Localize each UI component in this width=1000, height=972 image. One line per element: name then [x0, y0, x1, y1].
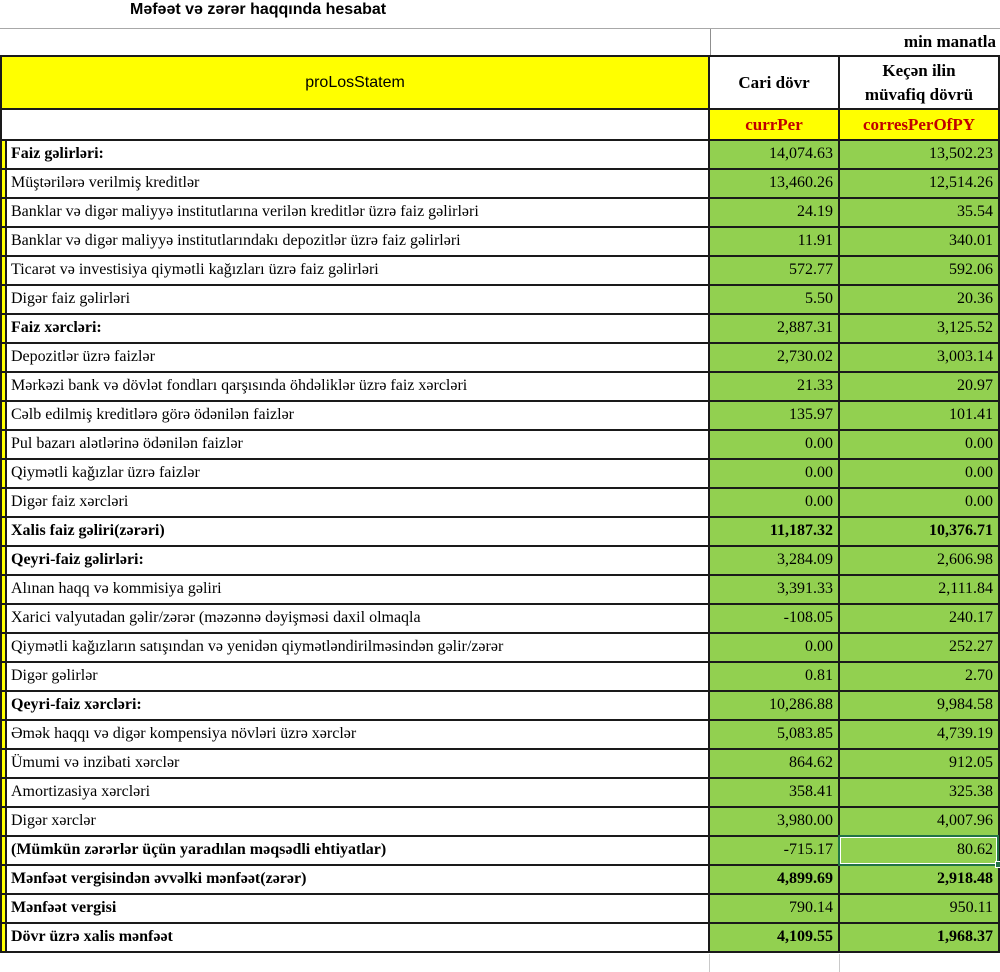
- current-period-header-cell[interactable]: Cari dövr: [710, 57, 840, 108]
- corresperofpy-value-cell[interactable]: 240.17: [840, 605, 998, 632]
- row-label-cell[interactable]: Əmək haqqı və digər kompensiya növləri üzrə xərclər: [7, 721, 710, 748]
- corresperofpy-value-cell[interactable]: 101.41: [840, 402, 998, 429]
- row-label-cell[interactable]: Mərkəzi bank və dövlət fondları qarşısında öhdəliklər üzrə faiz xərcləri: [7, 373, 710, 400]
- table-row: [2, 402, 998, 431]
- corresperofpy-value-cell[interactable]: 252.27: [840, 634, 998, 661]
- row-label-cell[interactable]: Banklar və digər maliyyə institutlarına verilən kreditlər üzrə faiz gəlirləri: [7, 199, 710, 226]
- corresperofpy-value-cell[interactable]: 4,007.96: [840, 808, 998, 835]
- code-header-row: [2, 110, 998, 141]
- currper-value-cell[interactable]: 3,391.33: [710, 576, 840, 603]
- corresperofpy-value-cell[interactable]: 2,111.84: [840, 576, 998, 603]
- currper-value-cell[interactable]: 4,899.69: [710, 866, 840, 893]
- gridline-below-col2: [839, 954, 840, 972]
- currper-value-cell[interactable]: 0.00: [710, 431, 840, 458]
- row-label-cell[interactable]: (Mümkün zərərlər üçün yaradılan məqsədli ehtiyatlar): [7, 837, 710, 864]
- currper-value-cell[interactable]: 4,109.55: [710, 924, 840, 951]
- table-body: [2, 141, 998, 953]
- row-label-cell[interactable]: Digər xərclər: [7, 808, 710, 835]
- corresperofpy-value-cell[interactable]: 35.54: [840, 199, 998, 226]
- table-row: [2, 170, 998, 199]
- table-row: [2, 750, 998, 779]
- table-row: [2, 315, 998, 344]
- row-label-cell[interactable]: Dövr üzrə xalis mənfəət: [7, 924, 710, 951]
- row-label-cell[interactable]: Xarici valyutadan gəlir/zərər (məzənnə dəyişməsi daxil olmaqla: [7, 605, 710, 632]
- currper-value-cell[interactable]: 864.62: [710, 750, 840, 777]
- corresperofpy-value-cell[interactable]: 0.00: [840, 431, 998, 458]
- currper-value-cell[interactable]: 3,284.09: [710, 547, 840, 574]
- currper-value-cell[interactable]: 21.33: [710, 373, 840, 400]
- table-row: [2, 837, 998, 866]
- corresperofpy-value-cell[interactable]: 325.38: [840, 779, 998, 806]
- table-row: [2, 373, 998, 402]
- row-label-cell[interactable]: Banklar və digər maliyyə institutlarındakı depozitlər üzrə faiz gəlirləri: [7, 228, 710, 255]
- corresperofpy-value-cell[interactable]: 2,918.48: [840, 866, 998, 893]
- currper-value-cell[interactable]: 790.14: [710, 895, 840, 922]
- currper-code-cell[interactable]: currPer: [710, 110, 840, 139]
- row-label-cell[interactable]: Faiz gəlirləri:: [7, 141, 710, 168]
- row-label-cell[interactable]: Digər gəlirlər: [7, 663, 710, 690]
- corresperofpy-value-cell[interactable]: 912.05: [840, 750, 998, 777]
- report-title: Məfəət və zərər haqqında hesabat: [130, 1, 387, 18]
- row-label-cell[interactable]: Qeyri-faiz xərcləri:: [7, 692, 710, 719]
- currper-value-cell[interactable]: 572.77: [710, 257, 840, 284]
- corresperofpy-value-cell[interactable]: 80.62: [840, 837, 998, 864]
- corresperofpy-value-cell[interactable]: 12,514.26: [840, 170, 998, 197]
- selected-cell-border: [838, 835, 999, 866]
- table-row: [2, 518, 998, 547]
- table-row: [2, 866, 998, 895]
- corresperofpy-value-cell[interactable]: 340.01: [840, 228, 998, 255]
- currper-value-cell[interactable]: 0.00: [710, 489, 840, 516]
- prior-period-header-line1: Keçən ilin: [882, 60, 956, 80]
- row-label-cell[interactable]: Qiymətli kağızlar üzrə faizlər: [7, 460, 710, 487]
- currper-value-cell[interactable]: 14,074.63: [710, 141, 840, 168]
- corresperofpy-value-cell[interactable]: 0.00: [840, 460, 998, 487]
- corresperofpy-value-cell[interactable]: 2,606.98: [840, 547, 998, 574]
- table-row: [2, 576, 998, 605]
- empty-code-cell[interactable]: [2, 110, 710, 139]
- table-row: [2, 489, 998, 518]
- table-row: [2, 924, 998, 953]
- row-label-cell[interactable]: Ticarət və investisiya qiymətli kağızları üzrə faiz gəlirləri: [7, 257, 710, 284]
- table-row: [2, 692, 998, 721]
- table-row: [2, 344, 998, 373]
- row-label-cell[interactable]: Cəlb edilmiş kreditlərə görə ödənilən faizlər: [7, 402, 710, 429]
- table-header-row: [2, 57, 998, 110]
- corresperofpy-value-cell[interactable]: 592.06: [840, 257, 998, 284]
- corresperofpy-value-cell[interactable]: 4,739.19: [840, 721, 998, 748]
- row-label-cell[interactable]: Digər faiz gəlirləri: [7, 286, 710, 313]
- corresperofpy-value-cell[interactable]: 10,376.71: [840, 518, 998, 545]
- table-row: [2, 228, 998, 257]
- row-label-cell[interactable]: Pul bazarı alətlərinə ödənilən faizlər: [7, 431, 710, 458]
- table-row: [2, 431, 998, 460]
- currper-value-cell[interactable]: -108.05: [710, 605, 840, 632]
- table-row: [2, 895, 998, 924]
- unit-row: [0, 28, 1000, 55]
- corresperofpy-value-cell[interactable]: 0.00: [840, 489, 998, 516]
- table-row: [2, 721, 998, 750]
- currper-value-cell[interactable]: 2,730.02: [710, 344, 840, 371]
- corresperofpy-value-cell[interactable]: 1,968.37: [840, 924, 998, 951]
- row-label-cell[interactable]: Alınan haqq və kommisiya gəliri: [7, 576, 710, 603]
- corresperofpy-value-cell[interactable]: 3,125.52: [840, 315, 998, 342]
- corresperofpy-value-cell[interactable]: 950.11: [840, 895, 998, 922]
- corresperofpy-value-cell[interactable]: 9,984.58: [840, 692, 998, 719]
- profit-loss-table: [0, 55, 1000, 953]
- table-row: [2, 605, 998, 634]
- row-label-cell[interactable]: Qiymətli kağızların satışından və yenidən qiymətləndirilməsindən gəlir/zərər: [7, 634, 710, 661]
- row-label-cell[interactable]: Amortizasiya xərcləri: [7, 779, 710, 806]
- unit-note-cell[interactable]: min manatla: [710, 29, 1000, 55]
- table-row: [2, 199, 998, 228]
- row-label-cell[interactable]: Digər faiz xərcləri: [7, 489, 710, 516]
- currper-value-cell[interactable]: 13,460.26: [710, 170, 840, 197]
- prior-period-header-line2: müvafiq dövrü: [864, 84, 974, 104]
- corresperofpy-value-cell[interactable]: 20.36: [840, 286, 998, 313]
- table-row: [2, 286, 998, 315]
- currper-value-cell[interactable]: 0.00: [710, 634, 840, 661]
- table-row: [2, 141, 998, 170]
- row-label-cell[interactable]: Ümumi və inzibati xərclər: [7, 750, 710, 777]
- table-row: [2, 460, 998, 489]
- corresperofpy-code-cell[interactable]: corresPerOfPY: [840, 110, 998, 139]
- currper-value-cell[interactable]: 3,980.00: [710, 808, 840, 835]
- prior-period-header-cell[interactable]: [840, 57, 998, 108]
- row-label-cell[interactable]: Müştərilərə verilmiş kreditlər: [7, 170, 710, 197]
- currper-value-cell[interactable]: 10,286.88: [710, 692, 840, 719]
- fill-handle[interactable]: [995, 861, 1000, 868]
- currper-value-cell[interactable]: 5.50: [710, 286, 840, 313]
- row-label-cell[interactable]: Depozitlər üzrə faizlər: [7, 344, 710, 371]
- corresperofpy-value-cell[interactable]: 13,502.23: [840, 141, 998, 168]
- row-label-cell[interactable]: Mənfəət vergisindən əvvəlki mənfəət(zərər): [7, 866, 710, 893]
- corresperofpy-value-cell[interactable]: 2.70: [840, 663, 998, 690]
- currper-value-cell[interactable]: -715.17: [710, 837, 840, 864]
- table-row: [2, 663, 998, 692]
- currper-value-cell[interactable]: 5,083.85: [710, 721, 840, 748]
- table-row: [2, 547, 998, 576]
- currper-value-cell[interactable]: 24.19: [710, 199, 840, 226]
- statement-name-header-cell[interactable]: proLosStatem: [2, 57, 710, 108]
- currper-value-cell[interactable]: 2,887.31: [710, 315, 840, 342]
- table-row: [2, 634, 998, 663]
- row-label-cell[interactable]: Xalis faiz gəliri(zərəri): [7, 518, 710, 545]
- row-label-cell[interactable]: Mənfəət vergisi: [7, 895, 710, 922]
- table-row: [2, 257, 998, 286]
- currper-value-cell[interactable]: 0.81: [710, 663, 840, 690]
- corresperofpy-value-cell[interactable]: 20.97: [840, 373, 998, 400]
- currper-value-cell[interactable]: 358.41: [710, 779, 840, 806]
- row-label-cell[interactable]: Faiz xərcləri:: [7, 315, 710, 342]
- currper-value-cell[interactable]: 11.91: [710, 228, 840, 255]
- row-label-cell[interactable]: Qeyri-faiz gəlirləri:: [7, 547, 710, 574]
- corresperofpy-value-cell[interactable]: 3,003.14: [840, 344, 998, 371]
- currper-value-cell[interactable]: 0.00: [710, 460, 840, 487]
- currper-value-cell[interactable]: 135.97: [710, 402, 840, 429]
- table-row: [2, 779, 998, 808]
- table-row: [2, 808, 998, 837]
- currper-value-cell[interactable]: 11,187.32: [710, 518, 840, 545]
- gridline-below-col1: [709, 954, 710, 972]
